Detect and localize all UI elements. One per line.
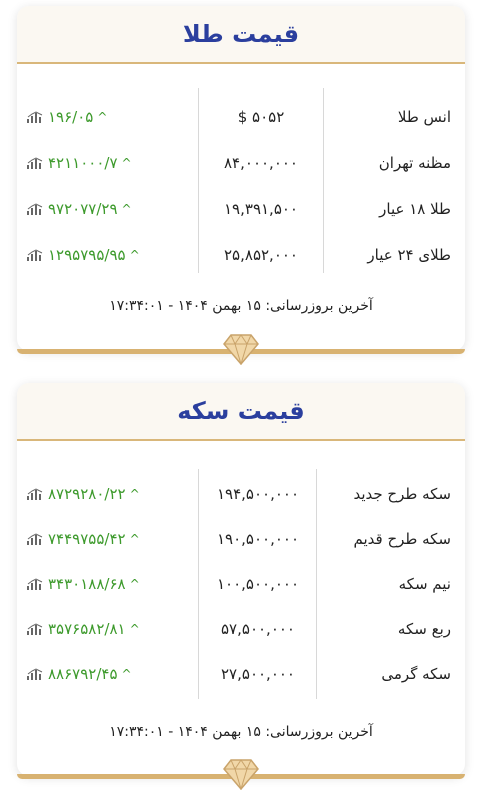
arrow-up-icon: ^ [121,202,132,216]
change-value: ۸۸۶۷۹۲/۴۵ [48,665,118,683]
arrow-up-icon: ^ [129,248,140,262]
diamond-icon [219,329,263,369]
item-name: طلای ۲۴ عیار [367,246,451,264]
bar-chart-icon[interactable] [27,249,44,261]
bar-chart-icon[interactable] [27,203,44,215]
item-change [27,530,140,548]
gold-card-title: قیمت طلا [182,20,300,48]
table-row [17,471,465,517]
item-price: ۵۷,۵۰۰,۰۰۰ [221,620,295,638]
gold-price-card [17,6,465,351]
item-change [27,154,132,172]
bar-chart-icon[interactable] [27,157,44,169]
change-value: ۴۲۱۱۰۰۰/۷ [48,154,118,172]
item-name: طلا ۱۸ عیار [379,200,451,218]
coin-card-title: قیمت سکه [177,397,305,425]
table-row [17,651,465,697]
item-name: مظنه تهران [378,154,451,172]
change-value: ۱۹۶/۰۵ [48,108,94,126]
table-row [17,186,465,232]
item-change [27,485,140,503]
table-row [17,140,465,186]
bar-chart-icon[interactable] [27,533,44,545]
change-value: ۱۲۹۵۷۹۵/۹۵ [48,246,126,264]
item-price: ۲۵,۸۵۲,۰۰۰ [224,246,298,264]
item-name: انس طلا [397,108,451,126]
item-price: ۱۹۰,۵۰۰,۰۰۰ [216,530,300,548]
table-row [17,232,465,278]
item-name: سکه طرح جدید [353,485,451,503]
item-change [27,108,107,126]
item-price: ۱۰۰,۵۰۰,۰۰۰ [216,575,300,593]
change-value: ۸۷۲۹۲۸۰/۲۲ [48,485,126,503]
item-name: نیم سکه [398,575,451,593]
change-value: ۹۷۲۰۷۷/۲۹ [48,200,118,218]
coin-card-header [17,383,465,441]
item-name: سکه طرح قدیم [353,530,451,548]
bar-chart-icon[interactable] [27,578,44,590]
item-price: ۵۰۵۲ $ [237,108,285,126]
item-price: ۱۹,۳۹۱,۵۰۰ [224,200,298,218]
bar-chart-icon[interactable] [27,488,44,500]
item-change [27,575,140,593]
change-value: ۳۵۷۶۵۸۲/۸۱ [48,620,126,638]
table-row [17,94,465,140]
item-price: ۱۹۴,۵۰۰,۰۰۰ [216,485,300,503]
arrow-up-icon: ^ [129,577,140,591]
last-updated: آخرین بروزرسانی: ۱۵ بهمن ۱۴۰۴ - ۱۷:۳۴:۰۱ [109,298,373,314]
change-value: ۳۴۳۰۱۸۸/۶۸ [48,575,126,593]
bar-chart-icon[interactable] [27,668,44,680]
item-change [27,665,132,683]
arrow-up-icon: ^ [129,487,140,501]
item-name: سکه گرمی [381,665,451,683]
table-row [17,516,465,562]
arrow-up-icon: ^ [121,156,132,170]
arrow-up-icon: ^ [121,667,132,681]
bar-chart-icon[interactable] [27,623,44,635]
table-row [17,606,465,652]
diamond-icon [219,754,263,794]
arrow-up-icon: ^ [129,622,140,636]
arrow-up-icon: ^ [129,532,140,546]
item-change [27,246,140,264]
last-updated: آخرین بروزرسانی: ۱۵ بهمن ۱۴۰۴ - ۱۷:۳۴:۰۱ [109,724,373,740]
item-price: ۲۷,۵۰۰,۰۰۰ [221,665,295,683]
item-change [27,200,132,218]
table-row [17,561,465,607]
coin-price-card [17,383,465,776]
item-name: ربع سکه [397,620,451,638]
bar-chart-icon[interactable] [27,111,44,123]
item-change [27,620,140,638]
item-price: ۸۴,۰۰۰,۰۰۰ [224,154,298,172]
change-value: ۷۴۴۹۷۵۵/۴۲ [48,530,126,548]
gold-card-header [17,6,465,64]
arrow-up-icon: ^ [97,110,108,124]
